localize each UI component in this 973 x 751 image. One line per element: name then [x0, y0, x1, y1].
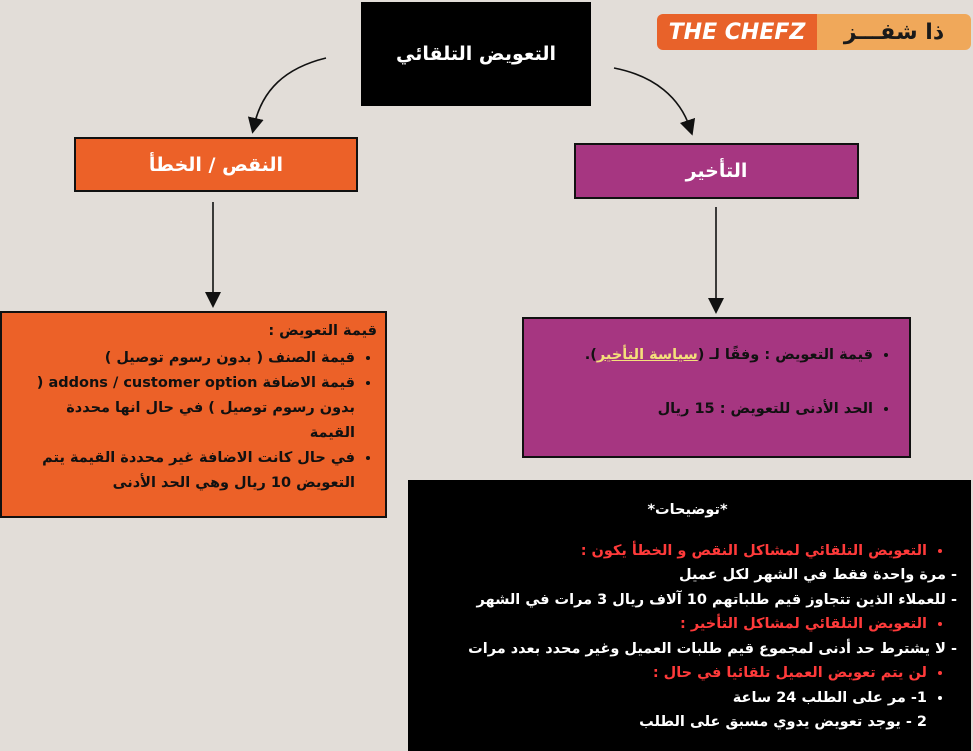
exclusion-line: • 1- مر على الطلب 24 ساعة	[418, 686, 927, 711]
shortage-rule-line: - للعملاء الذين تتجاوز قيم طلباتهم 10 آلاف ريال 3 مرات في الشهر	[476, 591, 957, 608]
exclusion-heading: • لن يتم تعويض العميل تلقائيا في حال :	[418, 661, 927, 686]
logo-arabic: ذا شفـــز	[817, 14, 971, 50]
shortage-items-list	[32, 346, 377, 496]
arrow-to-delay	[614, 68, 690, 128]
the-chefz-logo	[657, 14, 971, 50]
list-item	[534, 341, 873, 369]
clarifications-title: *توضيحات*	[647, 502, 728, 518]
delay-item-suffix: ).	[584, 347, 597, 363]
delay-header: التأخير	[574, 143, 859, 199]
list-item: • قيمة الصنف ( بدون رسوم توصيل )	[32, 346, 355, 371]
delay-item-prefix: قيمة التعويض : وفقًا لـ (	[697, 347, 873, 363]
exclusion-line: 2 - يوجد تعويض يدوي مسبق على الطلب	[639, 714, 927, 730]
clarifications-list-2	[418, 612, 957, 637]
list-item: • قيمة الاضافة addons / customer option ( بدون رسوم توصيل ) في حال انها محددة القيمة	[32, 371, 355, 446]
shortage-rule-heading: • التعويض التلقائي لمشاكل النقص و الخطأ يكون :	[418, 539, 927, 564]
shortage-error-header: النقص / الخطأ	[74, 137, 358, 192]
clarifications-list	[418, 539, 957, 564]
compensation-value-heading: قيمة التعويض :	[268, 323, 377, 339]
logo-english: THE CHEFZ	[657, 14, 817, 50]
shortage-compensation-box	[0, 311, 387, 518]
delay-compensation-box	[522, 317, 911, 458]
delay-rule-heading: • التعويض التلقائي لمشاكل التأخير :	[418, 612, 927, 637]
shortage-rule-line: - مرة واحدة فقط في الشهر لكل عميل	[679, 567, 957, 583]
diagram-title: التعويض التلقائي	[361, 2, 591, 106]
list-item: • في حال كانت الاضافة غير محددة القيمة يتم التعويض 10 ريال وهي الحد الأدنى	[32, 446, 355, 496]
clarifications-box	[408, 480, 971, 751]
arrow-to-shortage	[254, 58, 326, 126]
delay-items-list	[534, 341, 895, 423]
delay-policy-link[interactable]: سياسة التأخير	[596, 347, 698, 363]
list-item: • الحد الأدنى للتعويض : 15 ريال	[534, 395, 873, 423]
delay-rule-line: - لا يشترط حد أدنى لمجموع قيم طلبات العميل وغير محدد بعدد مرات	[468, 640, 957, 657]
clarifications-list-3	[418, 661, 957, 710]
